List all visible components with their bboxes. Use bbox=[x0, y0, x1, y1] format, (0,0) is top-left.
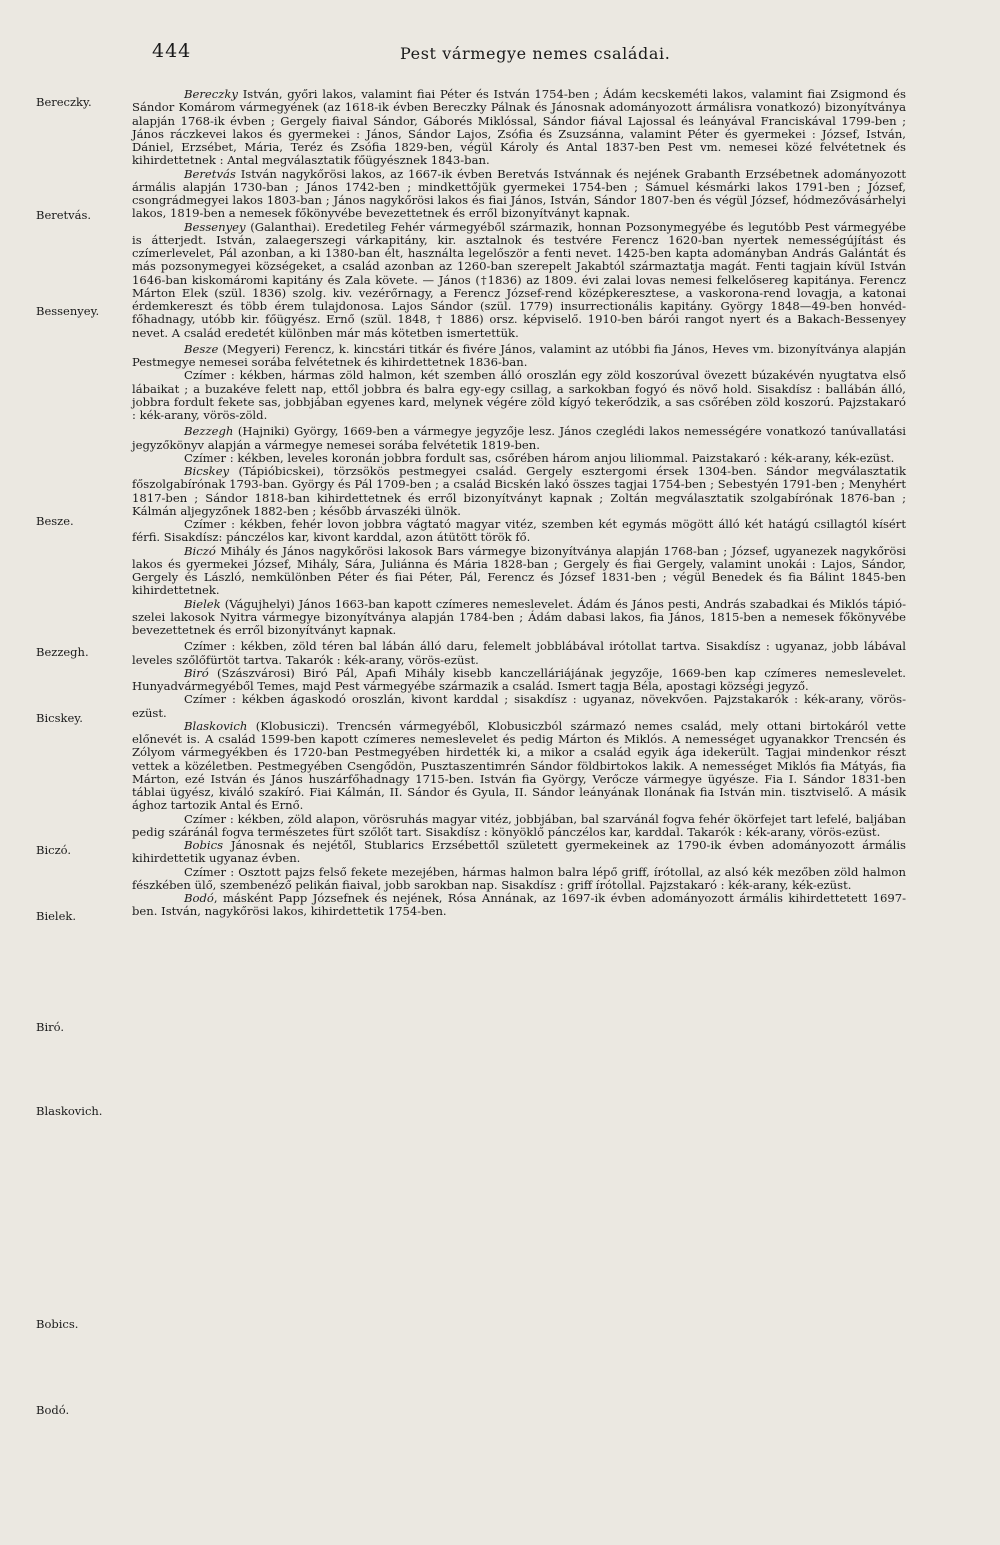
entry-lead: Biczó bbox=[184, 543, 216, 558]
margin-name: Bicskey. bbox=[36, 711, 83, 725]
page-number: 444 bbox=[152, 40, 192, 62]
entry-text: (Hajniki) György, 1669-ben a vármegye jegyzője lesz. János czeglédi lakos nemességére vonatkozó tanúvallatási jegyzőkönyv alapján a vármegye nemesei sorába felvétetik 1819-ben. bbox=[132, 424, 906, 452]
entry-text: (Tápióbicskei), törzsökös pestmegyei család. Gergely esztergomi érsek 1304-ben. Sándor megválasztatik főszolgabírónak 1793-ban. György és Pál 1709-ben ; a család Bicskén lakó összes tagjai 1754-ben ; Sebestyén 1791-ben ; Menyhért 1817-ben ; Sándor 1818-ban kihirdettetnek és erről bizonyítványt kapnak ; Zoltán megválasztatik szolgabírónak 1876-ban ; Kálmán aljegyzőnek 1882-ben ; később árvaszéki ülnök. bbox=[132, 464, 906, 518]
entry-bicskey bbox=[132, 465, 906, 518]
margin-name: Bielek. bbox=[36, 909, 77, 923]
margin-name: Beretvás. bbox=[36, 208, 92, 222]
entry-text: Mihály és János nagykőrösi lakosok Bars vármegye bizonyítványa alapján 1768-ban ; József, ugyanezek nagykőrösi lakos és gyermekei József, Mihály, Sára, Juliánna és Mária 1828-ban ; Gergely és fiai Gergely, valamint unokái : Lajos, Sándor, Gergely és László, nemkülönben Péter és fiai Péter, Pál, Ferencz és József 1831-ben ; végül Benedek és fia Bálint 1845-ben kihirdettetnek. bbox=[132, 543, 906, 598]
entry-text: István nagykőrösi lakos, az 1667-ik évben Beretvás Istvánnak és nejének Grabanth Erzsébetnek adományozott ármális alapján 1730-ban ; János 1742-ben ; mindkettőjük gyermekei 1754-ben ; Sámuel késmárki lakos 1791-ben ; József, csongrádmegyei lakos 1803-ban ; János nagykőrösi lakos és fiai János, István, Sándor 1807-ben és végül József, hódmezővásárhelyi lakos, 1819-ben a nemesek főkönyvébe bevezettetnek és erről bizonyítványt kapnak. bbox=[132, 166, 906, 221]
entry-text: (Klobusiczi). Trencsén vármegyéből, Klobusiczból származó nemes család, mely ottani birtokáról vette előnevét is. A család 1599-ben kapott czímeres nemeslevelet és pedig Márton és Miklós. A nemességet ugyanakkor Trencsén és Zólyom vármegyékben és 1720-ban Pestmegyében hirdették ki, a mikor a család egyik ága idekerült. Tagjai mindenkor részt vettek a közéletben. Pestmegyében Csengődön, Pusztaszentimrén Sándor földbirtokos lakik. A nemességet Miklós fia Mátyás, fia Márton, ezé István és János huszárfőhadnagy 1715-ben. István fia György, Verőcze vármegye ügyésze. Fia I. Sándor 1831-ben táblai ügyész, kiváló szakíró. Fiai Kálmán, II. Sándor és Gyula, II. Sándor leányának Ilonának fia István min. tisztviselő. A másik ághoz tartozik Antal és Ernő. bbox=[132, 718, 906, 813]
margin-name: Bessenyey. bbox=[36, 304, 100, 318]
entry-text: , másként Papp Józsefnek és nejének, Rósa Annának, az 1697-ik évben adományozott ármális kihirdettetett 1697-ben. István, nagykőrösi lakos, kihirdettetik 1754-ben. bbox=[132, 891, 906, 919]
entry-lead: Blaskovich bbox=[184, 718, 248, 733]
entry-bessenyey bbox=[132, 221, 906, 340]
running-title: Pest vármegye nemes családai. bbox=[400, 44, 671, 63]
entry-bobics bbox=[132, 839, 906, 866]
entry-lead: Biró bbox=[184, 665, 209, 680]
entry-lead: Bobics bbox=[184, 838, 224, 852]
margin-name: Biczó. bbox=[36, 843, 72, 857]
margin-name: Bezzegh. bbox=[36, 645, 89, 659]
entry-lead: Beretvás bbox=[184, 166, 236, 181]
entry-blaskovich bbox=[132, 720, 906, 813]
entry-lead: Bodó bbox=[184, 891, 214, 905]
margin-name: Bobics. bbox=[36, 1317, 79, 1331]
entry-lead: Bezzegh bbox=[184, 424, 234, 439]
coat-of-arms-text: Czímer : kékben, zöld alapon, vörösruhás magyar vitéz, jobbjában, bal szarvánál fogva fehér ökörfejet tart lefelé, baljában pedig száránál fogva természetes fürt szőlőt tart. Sisakdísz : könyöklő pánczélos kar, karddal. Takarók : kék-arany, vörös-ezüst. bbox=[132, 811, 906, 839]
entry-text: (Galanthai). Eredetileg Fehér vármegyéből származik, honnan Pozsonymegyébe és legutóbb Pest vármegyébe is átterjedt. István, zalaegerszegi várkapitány, kir. asztalnok és testvére Ferencz 1620-ban nyertek nemességújítást és czímerlevelet, Pál azonban, a ki 1380-ban élt, használta legelőször a fenti nevet. 1425-ben kapta adományban András Galántát és más pozsonymegyei községeket, a család azonban az 1260-ban szerepelt Jakabtól származtatja magát. Fenti tagjain kívül István 1646-ban kiskomáromi kapitány és Zala követe. — János (†1836) az 1809. évi zalai lovas nemesi felkelősereg kapitánya. Ferencz Márton Elek (szül. 1836) szolg. kiv. vezérőrnagy, a Ferencz József-rend középkeresztese, a vaskorona-rend lovagja, a katonai érdemkereszt és több érem tulajdonosa. Lajos Sándor (szül. 1779) insurrectionális kapitány. György 1848—49-ben honvéd-főhadnagy, utóbb kir. főügyész. Ernő (szül. 1848, † 1886) orsz. képviselő. 1910-ben bárói rangot nyert és a Bakach-Bessenyey nevet. A család eredetét különben már más kötetben ismertettük. bbox=[132, 219, 906, 340]
coat-of-arms-text: Czímer : kékben, hármas zöld halmon, két szemben álló oroszlán egy zöld koszorúval övezett búzakévén nyugtatva első lábaikat ; a buzakéve felett nap, ettől jobbra és balra egy-egy csillag, a sarkokban fogyó és növő hold. Sisakdísz : ballábán álló, jobbra fordult fekete sas, jobbjában egyenes kard, melynek végére zöld kígyó tekerődzik, a sas csőrében zöld koszorú. Pajzstakaró : kék-arany, vörös-zöld. bbox=[132, 368, 906, 422]
coat-of-arms-text: Czímer : kékben ágaskodó oroszlán, kivont karddal ; sisakdísz : ugyanaz, növekvően. Pajzstakarók : kék-arany, vörös-ezüst. bbox=[132, 692, 906, 720]
entry-lead: Bessenyey bbox=[184, 219, 246, 234]
entry-text: (Vágujhelyi) János 1663-ban kapott czímeres nemeslevelet. Ádám és János pesti, András szabadkai és Miklós tápió-szelei lakosok Nyitra vármegye bizonyítványa alapján 1784-ben ; Ádám dabasi lakos, fia János, 1815-ben a nemesek főkönyvébe bevezettetnek és erről bizonyítványt kapnak. bbox=[132, 596, 906, 637]
entry-lead: Bielek bbox=[184, 596, 221, 611]
entry-text: Jánosnak és nejétől, Stublarics Erzsébettől született gyermekeinek az 1790-ik évben adományozott ármális kihirdettetik ugyanaz évben. bbox=[132, 838, 906, 866]
coat-of-arms-text: Czímer : kékben, leveles koronán jobbra fordult sas, csőrében három anjou liliommal. Paizstakaró : kék-arany, kék-ezüst. bbox=[184, 450, 895, 465]
entry-bielek bbox=[132, 598, 906, 638]
entry-bezzegh bbox=[132, 425, 906, 452]
margin-name: Besze. bbox=[36, 514, 74, 528]
margin-name: Bereczky. bbox=[36, 95, 92, 109]
entry-beretvas bbox=[132, 168, 906, 221]
coat-of-arms-text: Czímer : kékben, fehér lovon jobbra vágtató magyar vitéz, szemben két egymás mögött álló két hatágú csillagtól kísért férfi. Sisakdísz: pánczélos kar, kivont karddal, azon átütött török fő. bbox=[132, 517, 906, 545]
entry-text: István, győri lakos, valamint fiai Péter és István 1754-ben ; Ádám kecskeméti lakos, valamint fiai Zsigmond és Sándor Komárom vármegyének (az 1618-ik évben Bereczky Pálnak és Jánosnak adományozott ármálisra vonatkozó) bizonyítványa alapján 1768-ik évben ; Gergely fiaival Sándor, Gáborés Miklóssal, Sándor fiával Lajossal és leányával Franciskával 1799-ben ; János ráczkevei lakos és gyermekei : János, Sándor Lajos, Zsófia és Zsuzsánna, valamint Péter és gyermekei : József, István, Dániel, Erzsébet, Mária, Teréz és Zsófia 1829-ben, végül Károly és Antal 1837-ben Pest vm. nemesei közé felvétetnek és kihirdettetnek : Antal megválasztatik főügyésznek 1843-ban. bbox=[132, 87, 906, 168]
entry-lead: Besze bbox=[184, 341, 219, 356]
page-header bbox=[0, 40, 1000, 70]
coat-of-arms-text: Czímer : Osztott pajzs felső fekete mezejében, hármas halmon balra lépő griff, írótollal, az alsó kék mezőben zöld halmon fészkében ülő, szembenéző pelikán fiaival, jobb sarokban nap. Sisakdísz : griff írótollal. Pajzstakaró : kék-arany, kék-ezüst. bbox=[132, 864, 906, 892]
coat-of-arms-text: Czímer : kékben, zöld téren bal lábán álló daru, felemelt jobblábával irótollat tartva. Sisakdísz : ugyanaz, jobb lábával leveles szőlőfürtöt tartva. Takarók : kék-arany, vörös-ezüst. bbox=[132, 639, 906, 667]
margin-name: Blaskovich. bbox=[36, 1104, 103, 1118]
entry-text: (Szászvárosi) Biró Pál, Apafi Mihály kisebb kanczelláriájának jegyzője, 1669-ben kap czímeres nemeslevelet. Hunyadvármegyéből Temes, majd Pest vármegyébe származik a család. Ismert tagja Béla, apostagi községi jegyző. bbox=[132, 665, 906, 693]
entry-lead: Bicskey bbox=[184, 464, 230, 478]
entry-lead: Bereczky bbox=[184, 87, 238, 101]
margin-name: Bodó. bbox=[36, 1403, 70, 1417]
body-text bbox=[132, 88, 906, 919]
entry-text: (Megyeri) Ferencz, k. kincstári titkár és fivére János, valamint az utóbbi fia János, Heves vm. bizonyítványa alapján Pestmegye nemesei sorába felvétetnek és kihirdettetnek 1836-ban. bbox=[132, 341, 906, 369]
entry-bodo bbox=[132, 892, 906, 919]
entry-besze bbox=[132, 343, 906, 370]
entry-bereczky bbox=[132, 88, 906, 168]
entry-biro bbox=[132, 667, 906, 694]
entry-biczo bbox=[132, 545, 906, 598]
margin-name: Biró. bbox=[36, 1020, 65, 1034]
